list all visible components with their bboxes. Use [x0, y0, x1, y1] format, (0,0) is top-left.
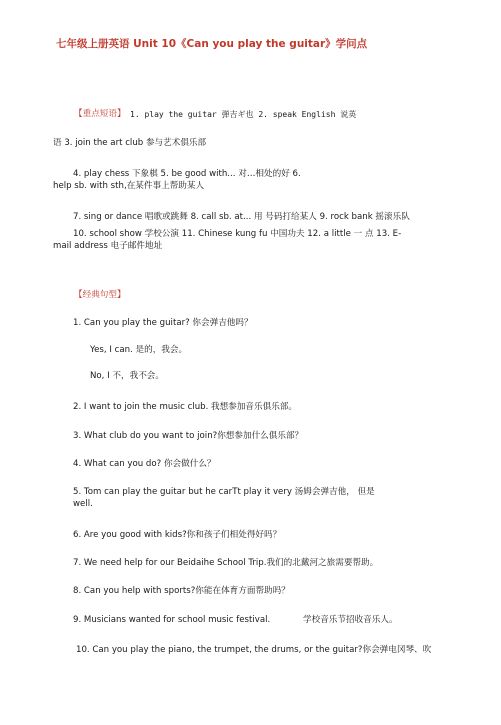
- sentence-item: 学校音乐节招收音乐人。: [303, 615, 398, 625]
- phrases-line: 1. play the guitar 弹吉ギ也 2. speak English 说英: [130, 110, 357, 119]
- sentence-item: No, I 不，我不会。: [90, 371, 164, 381]
- sentence-item: 4. What can you do? 你会做什么？: [73, 459, 216, 469]
- phrases-line: mail address 电子邮件地址: [53, 241, 163, 251]
- sentence-item: 2. I want to join the music club. 我想参加音乐俱乐部。: [73, 402, 298, 412]
- sentence-item: 10. Can you play the piano, the trumpet, the drums, or the guitar?你会弹电冈琴、吹: [76, 645, 432, 655]
- document-title: 七年级上册英语 Unit 10《Can you play the guitar》学问点: [56, 38, 368, 50]
- phrases-line: help sb. with sth,在某件事上帮助某人: [53, 181, 205, 191]
- phrases-line: 7. sing or dance 唱歌或跳舞 8. call sb. at... 用 号码打给某人 9. rock bank 摇滚乐队: [73, 212, 410, 222]
- sentence-item: 3. What club do you want to join?你想参加什么俱乐部？: [73, 431, 304, 441]
- phrases-line: 4. play chess 下象棋 5. be good with... 对…相处的好 6.: [73, 169, 301, 179]
- sentence-item: 6. Are you good with kids?你和孩子们相处得好吗？: [73, 530, 282, 540]
- sentence-item: well.: [73, 499, 93, 509]
- sentence-item: Yes, I can. 是的，我会。: [90, 345, 188, 355]
- sentence-item: 5. Tom can play the guitar but he carTt play it very 汤姆会弹吉他， 但是: [73, 487, 375, 497]
- sentence-item: 1. Can you play the guitar? 你会弹吉他吗？: [73, 318, 253, 328]
- phrases-header: 【重点短语】: [74, 109, 126, 119]
- phrases-line: 语 3. join the art club 参与艺术俱乐部: [53, 138, 207, 148]
- sentences-header: 【经典句型】: [74, 290, 126, 300]
- sentence-item: 7. We need help for our Beidaihe School Trip.我们的北戴河之旅需要帮助。: [73, 558, 379, 568]
- sentence-item: 9. Musicians wanted for school music festival.: [73, 615, 271, 625]
- phrases-line: 10. school show 学校公演 11. Chinese kung fu 中国功夫 12. a little 一 点 13. E-: [73, 229, 402, 239]
- sentence-item: 8. Can you help with sports?你能在体育方面帮助吗？: [73, 586, 290, 596]
